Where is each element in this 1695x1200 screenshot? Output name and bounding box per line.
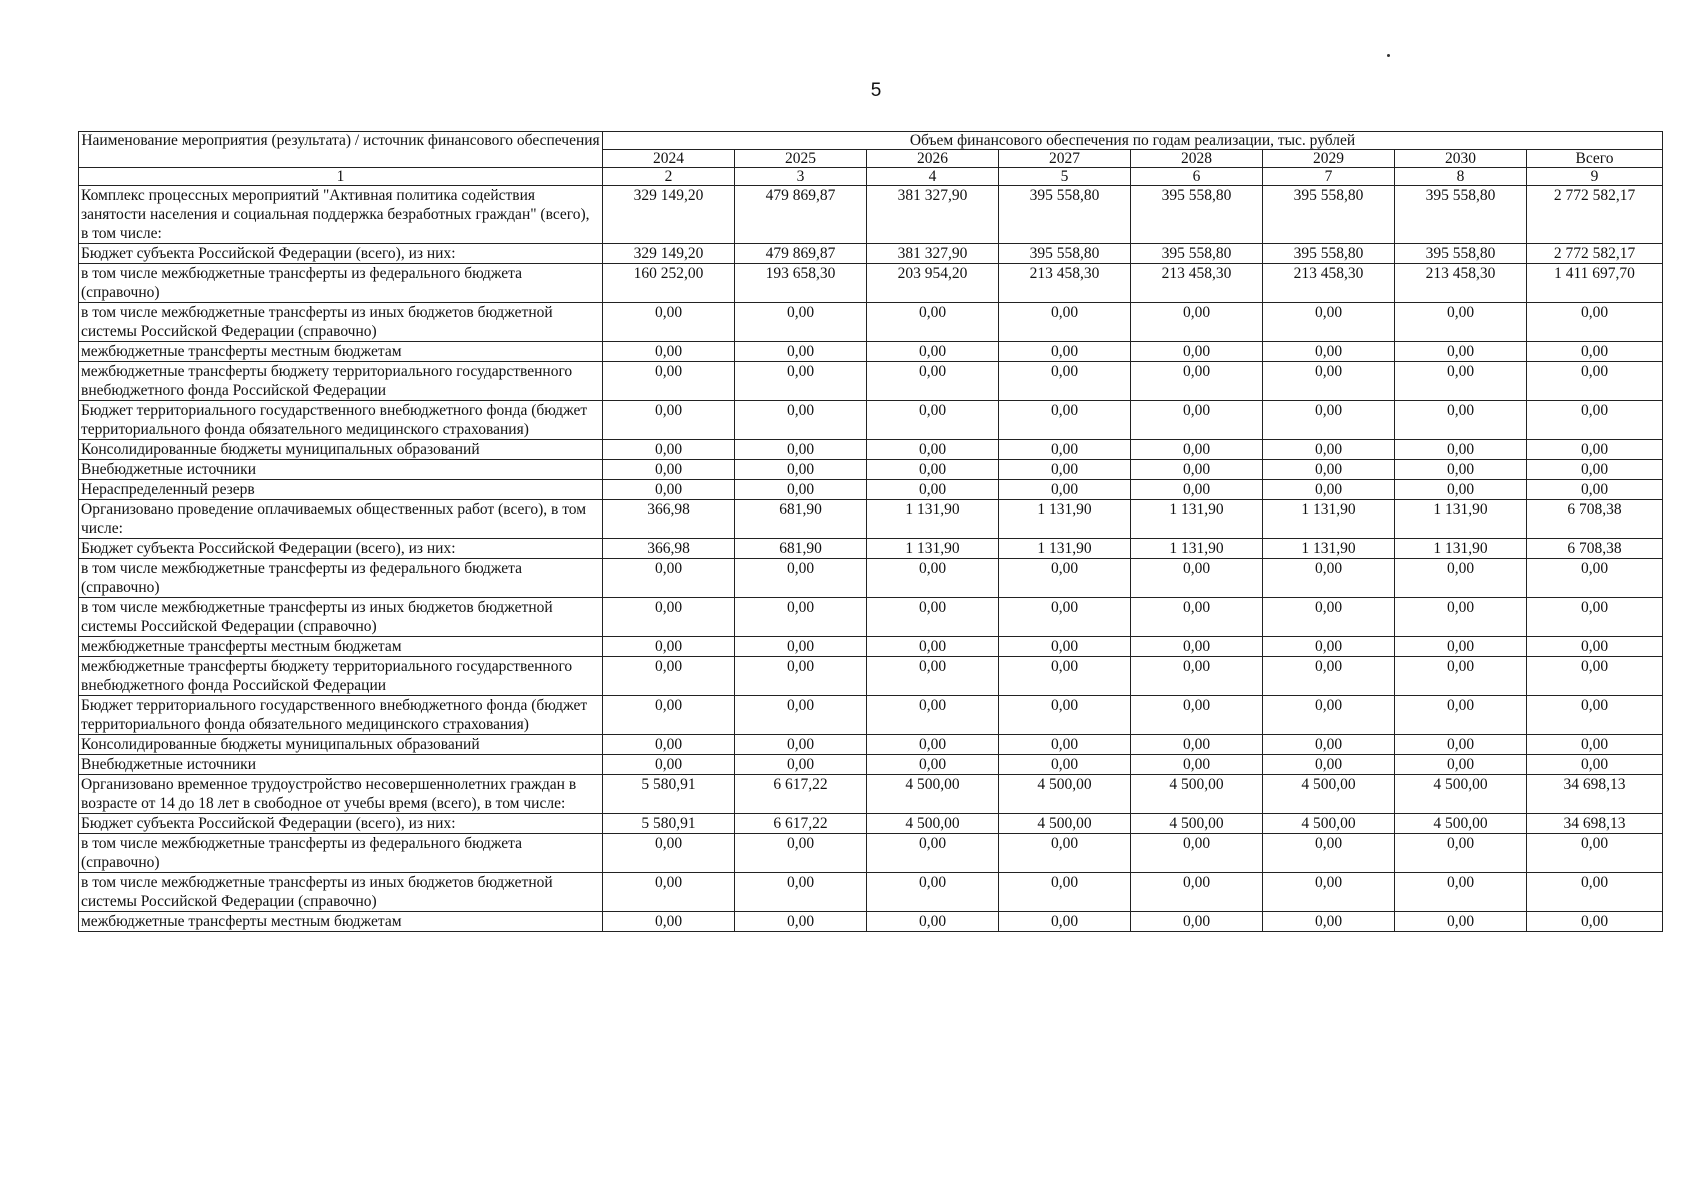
row-year-value: 0,00 bbox=[1131, 735, 1263, 755]
row-year-value: 0,00 bbox=[1263, 834, 1395, 873]
row-year-value: 0,00 bbox=[999, 834, 1131, 873]
header-row-top bbox=[79, 132, 1663, 150]
row-year-value: 0,00 bbox=[1395, 362, 1527, 401]
row-year-value: 0,00 bbox=[735, 696, 867, 735]
row-year-value: 0,00 bbox=[735, 480, 867, 500]
row-year-value: 0,00 bbox=[1395, 401, 1527, 440]
row-year-value: 0,00 bbox=[867, 303, 999, 342]
row-year-value: 0,00 bbox=[867, 873, 999, 912]
table-row bbox=[79, 539, 1663, 559]
row-year-value: 0,00 bbox=[1263, 637, 1395, 657]
row-year-value: 0,00 bbox=[1395, 342, 1527, 362]
row-year-value: 0,00 bbox=[1263, 480, 1395, 500]
table-row bbox=[79, 775, 1663, 814]
row-year-value: 0,00 bbox=[999, 598, 1131, 637]
row-year-value: 0,00 bbox=[603, 460, 735, 480]
row-year-value: 0,00 bbox=[735, 460, 867, 480]
header-name-column: Наименование мероприятия (результата) / источник финансового обеспечения bbox=[79, 132, 603, 168]
row-year-value: 0,00 bbox=[867, 912, 999, 932]
row-total-value: 6 708,38 bbox=[1527, 500, 1663, 539]
table-row bbox=[79, 440, 1663, 460]
row-year-value: 0,00 bbox=[999, 303, 1131, 342]
row-name: в том числе межбюджетные трансферты из федерального бюджета (справочно) bbox=[79, 559, 603, 598]
row-year-value: 329 149,20 bbox=[603, 186, 735, 244]
row-year-value: 213 458,30 bbox=[1263, 264, 1395, 303]
row-year-value: 213 458,30 bbox=[1131, 264, 1263, 303]
row-year-value: 4 500,00 bbox=[867, 814, 999, 834]
row-year-value: 0,00 bbox=[999, 696, 1131, 735]
row-year-value: 0,00 bbox=[1131, 755, 1263, 775]
page-number: 5 bbox=[870, 80, 882, 101]
row-name: Консолидированные бюджеты муниципальных образований bbox=[79, 735, 603, 755]
row-year-value: 0,00 bbox=[1263, 912, 1395, 932]
row-year-value: 681,90 bbox=[735, 539, 867, 559]
row-year-value: 0,00 bbox=[1131, 480, 1263, 500]
row-year-value: 0,00 bbox=[1395, 657, 1527, 696]
row-year-value: 0,00 bbox=[867, 834, 999, 873]
header-year: 2024 bbox=[603, 150, 735, 168]
row-year-value: 0,00 bbox=[867, 480, 999, 500]
row-name: межбюджетные трансферты местным бюджетам bbox=[79, 342, 603, 362]
row-year-value: 0,00 bbox=[735, 559, 867, 598]
row-year-value: 0,00 bbox=[1263, 362, 1395, 401]
row-year-value: 0,00 bbox=[603, 598, 735, 637]
row-year-value: 0,00 bbox=[735, 401, 867, 440]
row-year-value: 381 327,90 bbox=[867, 186, 999, 244]
row-year-value: 0,00 bbox=[735, 873, 867, 912]
row-year-value: 0,00 bbox=[603, 873, 735, 912]
row-year-value: 4 500,00 bbox=[999, 814, 1131, 834]
header-total: Всего bbox=[1527, 150, 1663, 168]
row-year-value: 0,00 bbox=[867, 559, 999, 598]
row-year-value: 0,00 bbox=[1131, 559, 1263, 598]
row-total-value: 34 698,13 bbox=[1527, 775, 1663, 814]
column-number: 3 bbox=[735, 168, 867, 186]
row-year-value: 0,00 bbox=[999, 401, 1131, 440]
row-year-value: 0,00 bbox=[1263, 755, 1395, 775]
row-year-value: 0,00 bbox=[1395, 912, 1527, 932]
row-year-value: 0,00 bbox=[999, 657, 1131, 696]
header-row-column-numbers bbox=[79, 168, 1663, 186]
row-year-value: 0,00 bbox=[603, 755, 735, 775]
header-year: 2030 bbox=[1395, 150, 1527, 168]
row-year-value: 0,00 bbox=[603, 342, 735, 362]
row-name: Нераспределенный резерв bbox=[79, 480, 603, 500]
row-year-value: 1 131,90 bbox=[867, 539, 999, 559]
row-year-value: 0,00 bbox=[1131, 637, 1263, 657]
table-row bbox=[79, 834, 1663, 873]
row-total-value: 0,00 bbox=[1527, 460, 1663, 480]
row-year-value: 0,00 bbox=[867, 657, 999, 696]
column-number: 8 bbox=[1395, 168, 1527, 186]
row-year-value: 0,00 bbox=[999, 912, 1131, 932]
row-year-value: 0,00 bbox=[999, 755, 1131, 775]
row-year-value: 0,00 bbox=[1131, 362, 1263, 401]
row-name: Организовано временное трудоустройство несовершеннолетних граждан в возрасте от 14 до 18 лет в свободное от учебы время (всего), в том числе: bbox=[79, 775, 603, 814]
column-number: 4 bbox=[867, 168, 999, 186]
column-number: 9 bbox=[1527, 168, 1663, 186]
column-number: 6 bbox=[1131, 168, 1263, 186]
table-row bbox=[79, 460, 1663, 480]
row-year-value: 0,00 bbox=[1263, 657, 1395, 696]
row-name: в том числе межбюджетные трансферты из иных бюджетов бюджетной системы Российской Федерации (справочно) bbox=[79, 303, 603, 342]
row-total-value: 0,00 bbox=[1527, 559, 1663, 598]
row-year-value: 395 558,80 bbox=[999, 186, 1131, 244]
row-total-value: 0,00 bbox=[1527, 834, 1663, 873]
row-year-value: 0,00 bbox=[603, 303, 735, 342]
row-year-value: 1 131,90 bbox=[1263, 500, 1395, 539]
financing-table bbox=[78, 131, 1663, 932]
row-year-value: 0,00 bbox=[735, 342, 867, 362]
row-name: Бюджет субъекта Российской Федерации (всего), из них: bbox=[79, 814, 603, 834]
table-row bbox=[79, 362, 1663, 401]
row-year-value: 0,00 bbox=[1395, 834, 1527, 873]
row-year-value: 0,00 bbox=[1263, 460, 1395, 480]
row-year-value: 213 458,30 bbox=[1395, 264, 1527, 303]
row-year-value: 1 131,90 bbox=[1395, 500, 1527, 539]
row-year-value: 0,00 bbox=[735, 637, 867, 657]
column-number: 7 bbox=[1263, 168, 1395, 186]
table-row bbox=[79, 657, 1663, 696]
row-year-value: 4 500,00 bbox=[999, 775, 1131, 814]
table-row bbox=[79, 637, 1663, 657]
row-name: Бюджет субъекта Российской Федерации (всего), из них: bbox=[79, 539, 603, 559]
row-total-value: 6 708,38 bbox=[1527, 539, 1663, 559]
row-year-value: 0,00 bbox=[1263, 303, 1395, 342]
row-year-value: 329 149,20 bbox=[603, 244, 735, 264]
table-row bbox=[79, 873, 1663, 912]
row-year-value: 0,00 bbox=[867, 401, 999, 440]
row-year-value: 0,00 bbox=[603, 559, 735, 598]
row-total-value: 0,00 bbox=[1527, 755, 1663, 775]
row-year-value: 6 617,22 bbox=[735, 775, 867, 814]
row-year-value: 0,00 bbox=[735, 834, 867, 873]
row-year-value: 0,00 bbox=[735, 303, 867, 342]
row-year-value: 0,00 bbox=[1395, 873, 1527, 912]
row-total-value: 0,00 bbox=[1527, 401, 1663, 440]
row-year-value: 1 131,90 bbox=[867, 500, 999, 539]
row-year-value: 0,00 bbox=[1395, 460, 1527, 480]
row-name: в том числе межбюджетные трансферты из федерального бюджета (справочно) bbox=[79, 264, 603, 303]
scan-speck bbox=[1387, 54, 1390, 57]
row-year-value: 395 558,80 bbox=[1263, 244, 1395, 264]
row-year-value: 0,00 bbox=[603, 735, 735, 755]
row-year-value: 0,00 bbox=[867, 735, 999, 755]
row-name: Комплекс процессных мероприятий "Активная политика содействия занятости населения и социальная поддержка безработных граждан" (всего), в том числе: bbox=[79, 186, 603, 244]
table-body bbox=[79, 186, 1663, 932]
row-year-value: 0,00 bbox=[603, 912, 735, 932]
column-number: 1 bbox=[79, 168, 603, 186]
row-total-value: 0,00 bbox=[1527, 342, 1663, 362]
table-row bbox=[79, 303, 1663, 342]
column-number: 5 bbox=[999, 168, 1131, 186]
row-year-value: 0,00 bbox=[1263, 598, 1395, 637]
row-year-value: 4 500,00 bbox=[867, 775, 999, 814]
row-year-value: 0,00 bbox=[1395, 598, 1527, 637]
row-name: Консолидированные бюджеты муниципальных образований bbox=[79, 440, 603, 460]
row-year-value: 395 558,80 bbox=[999, 244, 1131, 264]
row-year-value: 0,00 bbox=[603, 657, 735, 696]
row-year-value: 0,00 bbox=[999, 559, 1131, 598]
row-name: в том числе межбюджетные трансферты из иных бюджетов бюджетной системы Российской Федерации (справочно) bbox=[79, 598, 603, 637]
row-total-value: 0,00 bbox=[1527, 637, 1663, 657]
row-year-value: 0,00 bbox=[735, 735, 867, 755]
row-year-value: 0,00 bbox=[1395, 440, 1527, 460]
row-year-value: 0,00 bbox=[867, 637, 999, 657]
table-row bbox=[79, 480, 1663, 500]
row-year-value: 0,00 bbox=[1395, 696, 1527, 735]
row-year-value: 0,00 bbox=[1395, 735, 1527, 755]
row-total-value: 0,00 bbox=[1527, 303, 1663, 342]
row-year-value: 0,00 bbox=[1131, 342, 1263, 362]
row-year-value: 1 131,90 bbox=[1263, 539, 1395, 559]
row-year-value: 0,00 bbox=[867, 362, 999, 401]
row-year-value: 1 131,90 bbox=[999, 539, 1131, 559]
table-row bbox=[79, 264, 1663, 303]
row-year-value: 0,00 bbox=[999, 480, 1131, 500]
row-year-value: 0,00 bbox=[1131, 834, 1263, 873]
row-year-value: 0,00 bbox=[999, 735, 1131, 755]
row-year-value: 5 580,91 bbox=[603, 775, 735, 814]
row-name: Внебюджетные источники bbox=[79, 755, 603, 775]
row-year-value: 4 500,00 bbox=[1131, 775, 1263, 814]
row-year-value: 160 252,00 bbox=[603, 264, 735, 303]
row-total-value: 0,00 bbox=[1527, 696, 1663, 735]
row-year-value: 0,00 bbox=[1131, 696, 1263, 735]
header-year: 2026 bbox=[867, 150, 999, 168]
row-year-value: 381 327,90 bbox=[867, 244, 999, 264]
row-year-value: 395 558,80 bbox=[1131, 186, 1263, 244]
table-row bbox=[79, 735, 1663, 755]
row-year-value: 0,00 bbox=[603, 696, 735, 735]
row-year-value: 395 558,80 bbox=[1395, 244, 1527, 264]
row-year-value: 0,00 bbox=[1263, 735, 1395, 755]
row-year-value: 213 458,30 bbox=[999, 264, 1131, 303]
row-name: межбюджетные трансферты бюджету территориального государственного внебюджетного фонда Российской Федерации bbox=[79, 362, 603, 401]
row-year-value: 0,00 bbox=[603, 834, 735, 873]
row-year-value: 0,00 bbox=[1395, 303, 1527, 342]
table-row bbox=[79, 244, 1663, 264]
row-year-value: 0,00 bbox=[1263, 696, 1395, 735]
row-year-value: 0,00 bbox=[999, 440, 1131, 460]
row-year-value: 4 500,00 bbox=[1131, 814, 1263, 834]
row-year-value: 0,00 bbox=[1131, 460, 1263, 480]
row-year-value: 0,00 bbox=[867, 598, 999, 637]
row-year-value: 6 617,22 bbox=[735, 814, 867, 834]
row-year-value: 0,00 bbox=[1131, 440, 1263, 460]
row-year-value: 0,00 bbox=[1131, 598, 1263, 637]
row-year-value: 0,00 bbox=[867, 696, 999, 735]
row-total-value: 0,00 bbox=[1527, 873, 1663, 912]
row-year-value: 0,00 bbox=[867, 342, 999, 362]
row-year-value: 395 558,80 bbox=[1263, 186, 1395, 244]
header-year: 2029 bbox=[1263, 150, 1395, 168]
row-total-value: 0,00 bbox=[1527, 362, 1663, 401]
row-year-value: 0,00 bbox=[1263, 342, 1395, 362]
row-name: Организовано проведение оплачиваемых общественных работ (всего), в том числе: bbox=[79, 500, 603, 539]
row-year-value: 479 869,87 bbox=[735, 186, 867, 244]
row-year-value: 479 869,87 bbox=[735, 244, 867, 264]
row-year-value: 4 500,00 bbox=[1395, 814, 1527, 834]
row-year-value: 0,00 bbox=[999, 460, 1131, 480]
row-total-value: 2 772 582,17 bbox=[1527, 186, 1663, 244]
header-year: 2025 bbox=[735, 150, 867, 168]
row-year-value: 0,00 bbox=[999, 342, 1131, 362]
table-row bbox=[79, 342, 1663, 362]
row-year-value: 0,00 bbox=[735, 362, 867, 401]
row-year-value: 0,00 bbox=[735, 440, 867, 460]
row-year-value: 0,00 bbox=[1395, 637, 1527, 657]
row-total-value: 0,00 bbox=[1527, 735, 1663, 755]
row-total-value: 0,00 bbox=[1527, 440, 1663, 460]
row-name: в том числе межбюджетные трансферты из иных бюджетов бюджетной системы Российской Федерации (справочно) bbox=[79, 873, 603, 912]
row-year-value: 0,00 bbox=[603, 637, 735, 657]
row-year-value: 1 131,90 bbox=[1131, 539, 1263, 559]
row-total-value: 0,00 bbox=[1527, 657, 1663, 696]
table-row bbox=[79, 912, 1663, 932]
row-total-value: 0,00 bbox=[1527, 912, 1663, 932]
row-total-value: 0,00 bbox=[1527, 480, 1663, 500]
row-year-value: 0,00 bbox=[735, 657, 867, 696]
row-year-value: 0,00 bbox=[867, 440, 999, 460]
row-year-value: 4 500,00 bbox=[1263, 814, 1395, 834]
row-year-value: 395 558,80 bbox=[1131, 244, 1263, 264]
row-year-value: 4 500,00 bbox=[1263, 775, 1395, 814]
row-name: Бюджет территориального государственного внебюджетного фонда (бюджет территориального фонда обязательного медицинского страхования) bbox=[79, 696, 603, 735]
row-year-value: 0,00 bbox=[603, 440, 735, 460]
table-row bbox=[79, 500, 1663, 539]
row-name: Внебюджетные источники bbox=[79, 460, 603, 480]
row-year-value: 0,00 bbox=[1395, 755, 1527, 775]
row-total-value: 2 772 582,17 bbox=[1527, 244, 1663, 264]
row-year-value: 1 131,90 bbox=[999, 500, 1131, 539]
row-year-value: 0,00 bbox=[603, 401, 735, 440]
row-name: в том числе межбюджетные трансферты из федерального бюджета (справочно) bbox=[79, 834, 603, 873]
row-year-value: 0,00 bbox=[1263, 873, 1395, 912]
row-total-value: 0,00 bbox=[1527, 598, 1663, 637]
table-row bbox=[79, 186, 1663, 244]
row-year-value: 0,00 bbox=[999, 362, 1131, 401]
row-year-value: 0,00 bbox=[1263, 401, 1395, 440]
row-year-value: 366,98 bbox=[603, 539, 735, 559]
column-number: 2 bbox=[603, 168, 735, 186]
table-row bbox=[79, 559, 1663, 598]
row-year-value: 0,00 bbox=[1395, 480, 1527, 500]
header-year: 2028 bbox=[1131, 150, 1263, 168]
row-year-value: 5 580,91 bbox=[603, 814, 735, 834]
table-row bbox=[79, 696, 1663, 735]
row-name: Бюджет субъекта Российской Федерации (всего), из них: bbox=[79, 244, 603, 264]
row-year-value: 1 131,90 bbox=[1395, 539, 1527, 559]
row-year-value: 395 558,80 bbox=[1395, 186, 1527, 244]
header-year: 2027 bbox=[999, 150, 1131, 168]
row-year-value: 0,00 bbox=[735, 598, 867, 637]
row-year-value: 0,00 bbox=[735, 912, 867, 932]
row-year-value: 0,00 bbox=[603, 362, 735, 401]
row-total-value: 1 411 697,70 bbox=[1527, 264, 1663, 303]
row-name: межбюджетные трансферты местным бюджетам bbox=[79, 637, 603, 657]
row-year-value: 0,00 bbox=[1131, 303, 1263, 342]
row-year-value: 0,00 bbox=[1131, 912, 1263, 932]
row-year-value: 0,00 bbox=[1263, 559, 1395, 598]
table-row bbox=[79, 814, 1663, 834]
row-year-value: 0,00 bbox=[1131, 873, 1263, 912]
row-year-value: 0,00 bbox=[867, 755, 999, 775]
row-year-value: 4 500,00 bbox=[1395, 775, 1527, 814]
row-year-value: 681,90 bbox=[735, 500, 867, 539]
row-year-value: 0,00 bbox=[999, 873, 1131, 912]
row-total-value: 34 698,13 bbox=[1527, 814, 1663, 834]
header-group-title: Объем финансового обеспечения по годам реализации, тыс. рублей bbox=[603, 132, 1663, 150]
row-year-value: 0,00 bbox=[1395, 559, 1527, 598]
row-year-value: 0,00 bbox=[603, 480, 735, 500]
table-row bbox=[79, 755, 1663, 775]
row-year-value: 0,00 bbox=[1263, 440, 1395, 460]
row-name: межбюджетные трансферты бюджету территориального государственного внебюджетного фонда Российской Федерации bbox=[79, 657, 603, 696]
table-row bbox=[79, 598, 1663, 637]
row-year-value: 203 954,20 bbox=[867, 264, 999, 303]
row-year-value: 0,00 bbox=[1131, 401, 1263, 440]
row-name: межбюджетные трансферты местным бюджетам bbox=[79, 912, 603, 932]
row-year-value: 366,98 bbox=[603, 500, 735, 539]
row-year-value: 0,00 bbox=[1131, 657, 1263, 696]
row-year-value: 0,00 bbox=[999, 637, 1131, 657]
row-year-value: 1 131,90 bbox=[1131, 500, 1263, 539]
row-name: Бюджет территориального государственного внебюджетного фонда (бюджет территориального фонда обязательного медицинского страхования) bbox=[79, 401, 603, 440]
row-year-value: 193 658,30 bbox=[735, 264, 867, 303]
row-year-value: 0,00 bbox=[735, 755, 867, 775]
row-year-value: 0,00 bbox=[867, 460, 999, 480]
table-row bbox=[79, 401, 1663, 440]
